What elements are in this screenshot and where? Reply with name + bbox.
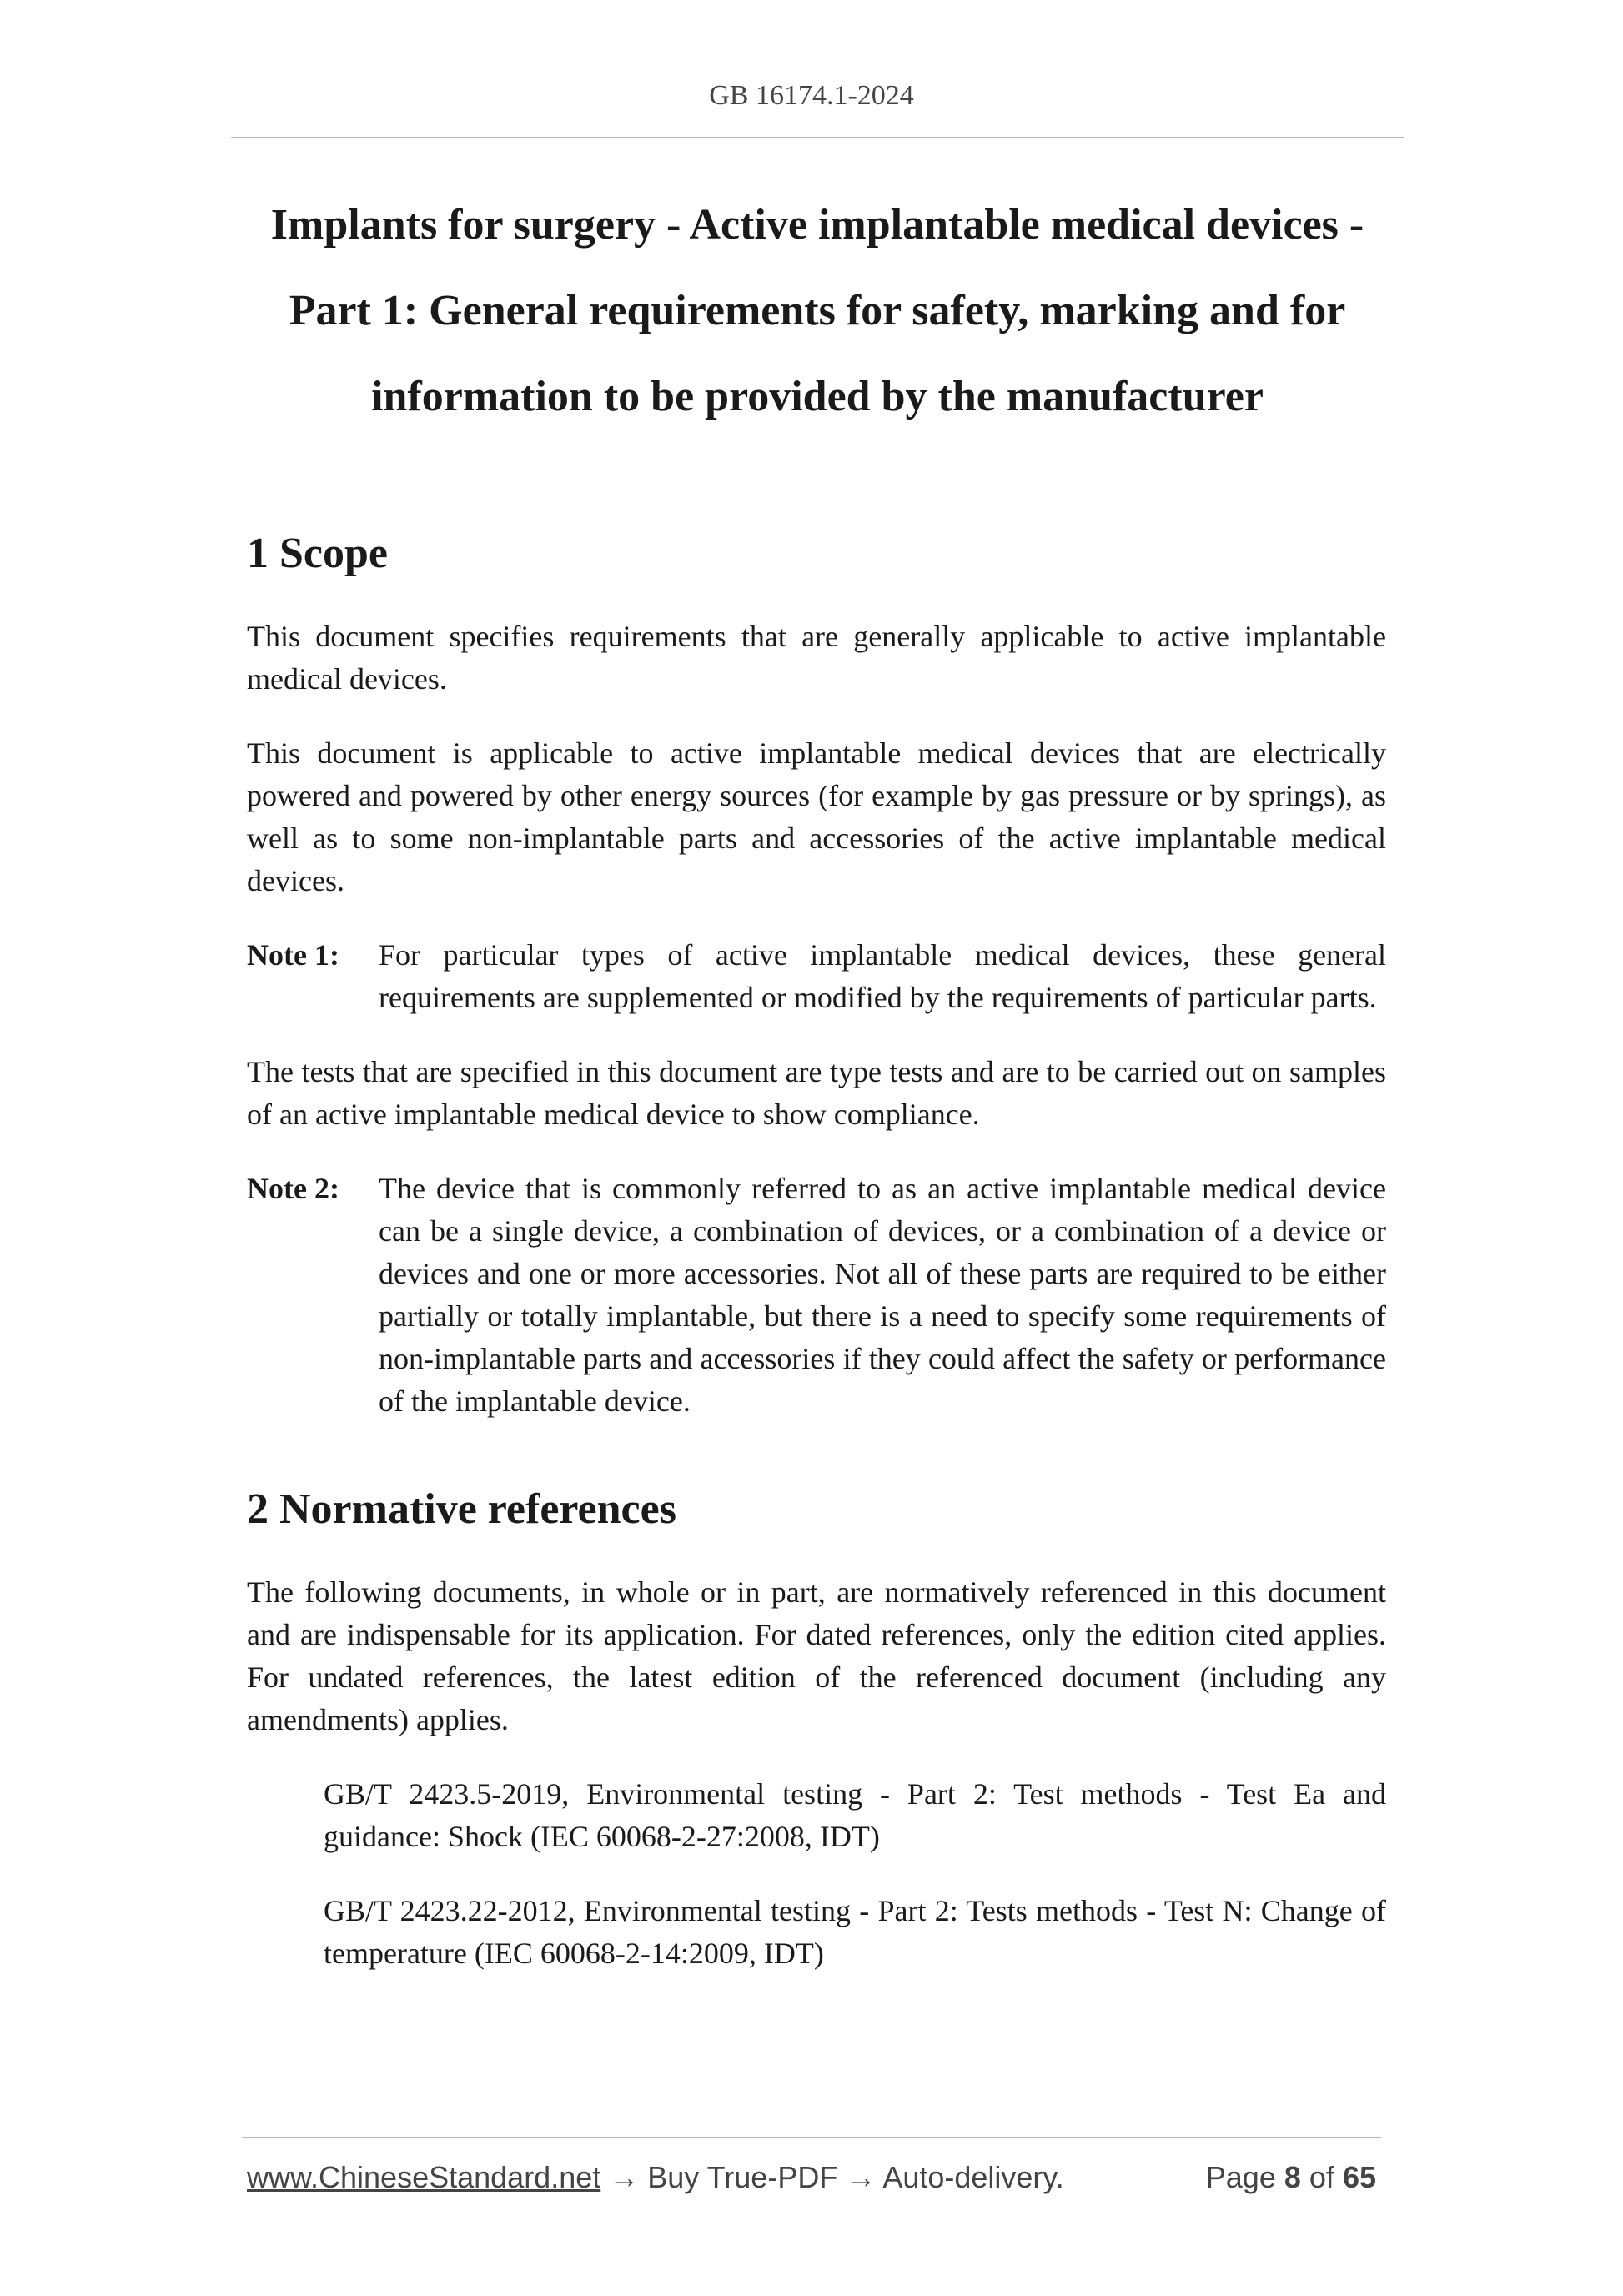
- section-2-heading: 2 Normative references: [247, 1485, 676, 1533]
- header-rule: [231, 137, 1404, 138]
- page-footer: [247, 2160, 1376, 2202]
- page-current: 8: [1284, 2160, 1301, 2194]
- page-word: Page: [1205, 2160, 1276, 2194]
- title-line-1: Implants for surgery - Active implantable medical devices -: [270, 201, 1364, 249]
- scope-paragraph-2: This document is applicable to active implantable medical devices that are electrically powered and powered by other energy sources (for example by gas pressure or by springs), as well as to some non-implantable parts and accessories of the active implantable medical devices.: [247, 736, 1386, 897]
- footer-rule: [242, 2137, 1381, 2138]
- footer-tagline: → Buy True-PDF → Auto-delivery.: [600, 2160, 1064, 2194]
- running-header: GB 16174.1-2024: [709, 80, 914, 111]
- website-link[interactable]: www.ChineseStandard.net: [247, 2160, 601, 2194]
- page-total: 65: [1342, 2160, 1376, 2194]
- reference-item: GB/T 2423.22-2012, Environmental testing - Part 2: Tests methods - Test N: Change of temperature (IEC 60068-2-14:2009, IDT): [324, 1894, 1386, 1970]
- page-of: of: [1309, 2160, 1334, 2194]
- title-line-3: information to be provided by the manufacturer: [371, 373, 1264, 420]
- scope-paragraph-3: The tests that are specified in this document are type tests and are to be carried out on samples of an active implantable medical device to show compliance.: [247, 1055, 1386, 1131]
- references-paragraph: The following documents, in whole or in part, are normatively referenced in this document and are indispensable for its application. For dated references, only the edition cited applies. For undated references, the latest edition of the referenced document (including any amendments) applies.: [247, 1575, 1386, 1736]
- reference-item: GB/T 2423.5-2019, Environmental testing - Part 2: Test methods - Test Ea and guidance: Shock (IEC 60068-2-27:2008, IDT): [324, 1777, 1386, 1853]
- document-title: [217, 182, 1418, 440]
- footer-promo: [247, 2160, 1064, 2195]
- note-1: [247, 934, 1386, 1019]
- document-body: [247, 524, 1386, 1975]
- section-1-heading: 1 Scope: [247, 530, 388, 577]
- note-1-text: For particular types of active implantable medical devices, these general requirements are supplemented or modified by the requirements of particular parts.: [379, 938, 1386, 1014]
- note-1-label: Note 1:: [247, 938, 339, 972]
- title-line-2: Part 1: General requirements for safety, marking and for: [289, 287, 1346, 334]
- page-number: [1206, 2160, 1376, 2195]
- note-2: [247, 1168, 1386, 1423]
- scope-paragraph-1: This document specifies requirements that are generally applicable to active implantable medical devices.: [247, 620, 1386, 696]
- note-2-label: Note 2:: [247, 1172, 339, 1205]
- note-2-text: The device that is commonly referred to as an active implantable medical device can be a single device, a combination of devices, or a combination of a device or devices and one or more accessories. Not all of these parts are required to be either partially or totally implantable, but there is a need to specify some requirements of non-implantable parts and accessories if they could affect the safety or performance of the implantable device.: [379, 1172, 1386, 1418]
